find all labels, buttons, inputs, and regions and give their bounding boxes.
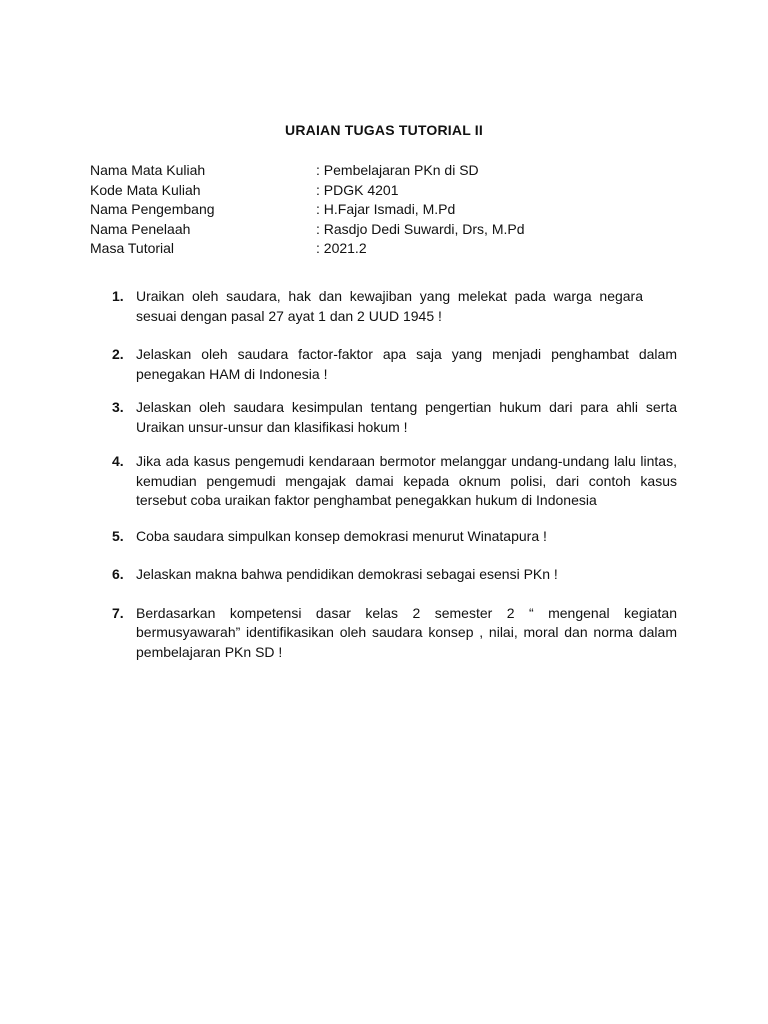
task-text: Coba saudara simpulkan konsep demokrasi menurut Winatapura !	[136, 527, 547, 544]
course-code-label: Kode Mata Kuliah	[90, 181, 201, 198]
task-item-6	[112, 565, 677, 585]
course-info-row	[90, 161, 676, 181]
reviewer-value: : Rasdjo Dedi Suwardi, Drs, M.Pd	[316, 220, 525, 237]
task-number: 7.	[112, 604, 124, 621]
task-item-4	[112, 452, 677, 511]
task-item-2	[112, 345, 677, 384]
task-number: 4.	[112, 453, 124, 469]
course-info-row	[90, 200, 676, 220]
course-info-row	[90, 239, 676, 259]
task-text: Jelaskan oleh saudara kesimpulan tentang pengertian hukum dari para ahli serta Uraikan unsur-unsur dan klasifikasi hokum !	[136, 399, 677, 435]
course-code-value: : PDGK 4201	[316, 181, 399, 198]
task-text: Uraikan oleh saudara, hak dan kewajiban yang melekat pada warga negara sesuai dengan pasal 27 ayat 1 dan 2 UUD 1945 !	[136, 288, 643, 324]
course-name-value: : Pembelajaran PKn di SD	[316, 162, 479, 178]
course-info-table	[90, 161, 676, 259]
task-text: Berdasarkan kompetensi dasar kelas 2 semester 2 “ mengenal kegiatan bermusyawarah” identifikasikan oleh saudara konsep , nilai, moral dan norma dalam pembelajaran PKn SD !	[136, 604, 677, 660]
course-info-row	[90, 181, 676, 201]
task-item-7	[112, 604, 677, 663]
task-number: 6.	[112, 566, 124, 582]
task-item-5	[112, 527, 677, 547]
task-number: 1.	[112, 288, 124, 304]
course-info-row	[90, 220, 676, 240]
developer-label: Nama Pengembang	[90, 201, 215, 217]
tutorial-period-label: Masa Tutorial	[90, 240, 175, 256]
task-item-1	[112, 287, 677, 326]
course-name-label: Nama Mata Kuliah	[90, 162, 206, 178]
task-item-3	[112, 398, 677, 437]
task-number: 5.	[112, 527, 124, 544]
task-text: Jika ada kasus pengemudi kendaraan bermotor melanggar undang-undang lalu lintas, kemudian pengemudi mengajak damai kepada oknum polisi, dari contoh kasus tersebut coba uraikan faktor penghambat penegakkan hukum di Indonesia	[136, 453, 677, 508]
task-number: 2.	[112, 346, 124, 362]
developer-value: : H.Fajar Ismadi, M.Pd	[316, 201, 456, 217]
reviewer-label: Nama Penelaah	[90, 220, 191, 237]
task-text: Jelaskan makna bahwa pendidikan demokrasi sebagai esensi PKn !	[136, 566, 558, 582]
tutorial-period-value: : 2021.2	[316, 240, 367, 256]
task-number: 3.	[112, 399, 124, 415]
document-title: URAIAN TUGAS TUTORIAL II	[285, 122, 483, 138]
task-list	[112, 287, 677, 662]
task-text: Jelaskan oleh saudara factor-faktor apa saja yang menjadi penghambat dalam penegakan HAM di Indonesia !	[136, 346, 677, 382]
